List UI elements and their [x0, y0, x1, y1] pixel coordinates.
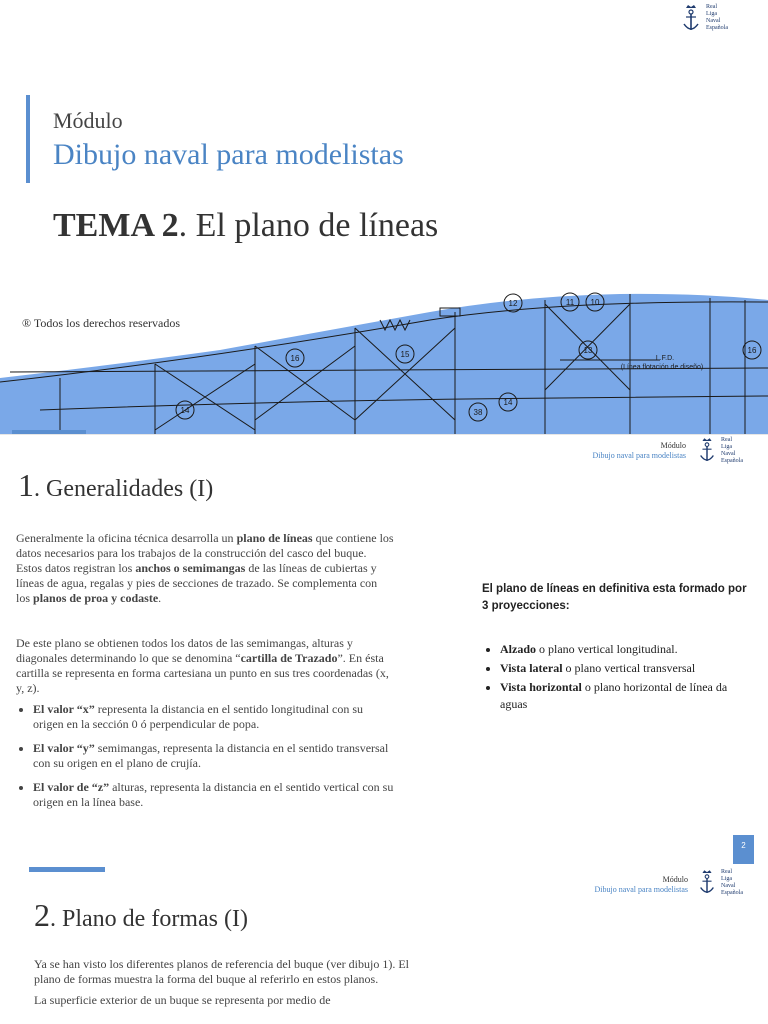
station-label: 14 [503, 398, 513, 407]
accent-bar [29, 867, 105, 872]
logo-line: Liga [706, 11, 717, 17]
section-heading [18, 467, 213, 504]
bold-term: Vista lateral [500, 661, 563, 675]
copyright-notice: ® Todos los derechos reservados [22, 316, 181, 330]
projections-list [482, 641, 752, 713]
station-label: 14 [180, 406, 190, 415]
station-label: 15 [400, 350, 410, 359]
hull-lines-drawing [0, 290, 768, 434]
accent-bar [12, 430, 86, 434]
text-run: de las líneas de cubiertas y líneas de agua, regalas y pies de secciones de trazado. Se complementa con los [16, 561, 378, 605]
bold-term: plano de líneas [236, 531, 313, 545]
course-title: Dibujo naval para modelistas [53, 138, 404, 171]
bold-term: El valor “y” [33, 741, 95, 755]
logo-text [721, 869, 743, 897]
text-run: semimangas, representa la distancia en el sentido transversal con su origen en el plano de crujía. [33, 741, 389, 770]
logo-line: Real [721, 437, 732, 443]
logo [680, 4, 728, 34]
logo-line: Española [706, 25, 728, 31]
slide-header [560, 441, 686, 461]
title-slide [0, 0, 768, 434]
bold-term: El valor de “z” [33, 780, 110, 794]
left-column [16, 531, 394, 819]
lfd-label: L.F.D. [655, 355, 675, 362]
projections-lead: El plano de líneas en definitiva esta formado por 3 proyecciones: [482, 583, 747, 612]
section-heading [34, 897, 248, 934]
topic-name: . El plano de líneas [178, 207, 439, 244]
topic-number: TEMA 2 [53, 207, 179, 244]
page-number: 2 [733, 835, 754, 864]
logo-line: Naval [706, 18, 721, 24]
slide-header [562, 875, 688, 895]
text-run: . [158, 591, 162, 605]
section-number: 2 [34, 897, 50, 933]
station-label: 13 [583, 346, 593, 355]
paragraph: La superficie exterior de un buque se representa por medio de [34, 993, 331, 1007]
list-item [33, 780, 394, 810]
text-run: o plano vertical longitudinal. [536, 642, 678, 656]
logo-line: Real [706, 4, 717, 10]
logo [697, 869, 743, 897]
content-slide-plano-formas [0, 867, 768, 1024]
logo-text [706, 4, 728, 32]
station-label: 38 [473, 408, 483, 417]
content-slide-generalidades [0, 435, 768, 867]
anchor-crown-icon [697, 869, 717, 897]
text-run: o plano vertical transversal [562, 661, 696, 675]
coordinate-list [16, 702, 394, 810]
logo-line: Española [721, 890, 743, 896]
bold-term: Alzado [500, 642, 536, 656]
station-label: 12 [508, 299, 518, 308]
logo-line: Liga [721, 876, 732, 882]
section-number: 1 [18, 467, 34, 503]
accent-bar [26, 95, 30, 183]
logo-line: Naval [721, 451, 736, 457]
station-label: 11 [565, 298, 575, 307]
paragraph: Ya se han visto los diferentes planos de referencia del buque (ver dibujo 1). El plano de formas muestra la forma del buque al referirlo en estos planos. [34, 957, 410, 986]
header-course: Dibujo naval para modelistas [594, 885, 688, 894]
list-item [33, 702, 394, 732]
text-run: Generalmente la oficina técnica desarrolla un [16, 531, 237, 545]
text-run: De este plano se obtienen todos los datos de las semimangas, alturas y diagonales determinando lo que se denomina “ [16, 636, 353, 665]
station-label: 16 [747, 346, 757, 355]
station-label: 10 [590, 298, 600, 307]
logo-line: Naval [721, 883, 736, 889]
list-item [500, 679, 752, 713]
header-module: Módulo [660, 441, 686, 450]
header-module: Módulo [662, 875, 688, 884]
topic-title [53, 207, 438, 245]
text-run: o plano horizontal de línea da aguas [500, 680, 728, 711]
text-run: ”. En ésta cartilla se representa en forma cartesiana un punto en sus tres coordenadas (x, y, z). [16, 651, 389, 695]
paragraph [16, 531, 394, 606]
anchor-crown-icon [680, 4, 702, 34]
body-text [34, 957, 414, 1014]
bold-term: El valor “x” [33, 702, 95, 716]
logo-text [721, 437, 743, 465]
station-label: 16 [290, 354, 300, 363]
lfd-caption: (Línea flotación de diseño) [620, 364, 704, 371]
text-run: que contiene los datos necesarios para los trabajos de la construcción del casco del buque. Estos datos registran los [16, 531, 394, 575]
paragraph [16, 636, 394, 696]
section-title: . Generalidades (I) [34, 476, 214, 502]
logo-line: Real [721, 869, 732, 875]
logo [697, 437, 743, 465]
list-item [500, 660, 752, 677]
logo-line: Liga [721, 444, 732, 450]
right-column [482, 581, 752, 715]
text-run: representa la distancia en el sentido longitudinal con su origen en la sección 0 ó perpendicular de popa. [33, 702, 364, 731]
logo-line: Española [721, 458, 743, 464]
module-label: Módulo [53, 108, 123, 133]
text-run: alturas, representa la distancia en el sentido vertical con su origen en la línea base. [33, 780, 394, 809]
section-title: . Plano de formas (I) [50, 906, 248, 932]
list-item [500, 641, 752, 658]
bold-term: cartilla de Trazado [240, 651, 338, 665]
bold-term: Vista horizontal [500, 680, 582, 694]
anchor-crown-icon [697, 437, 717, 465]
header-course: Dibujo naval para modelistas [592, 451, 686, 460]
list-item [33, 741, 394, 771]
bold-term: planos de proa y codaste [33, 591, 159, 605]
bold-term: anchos o semimangas [135, 561, 246, 575]
